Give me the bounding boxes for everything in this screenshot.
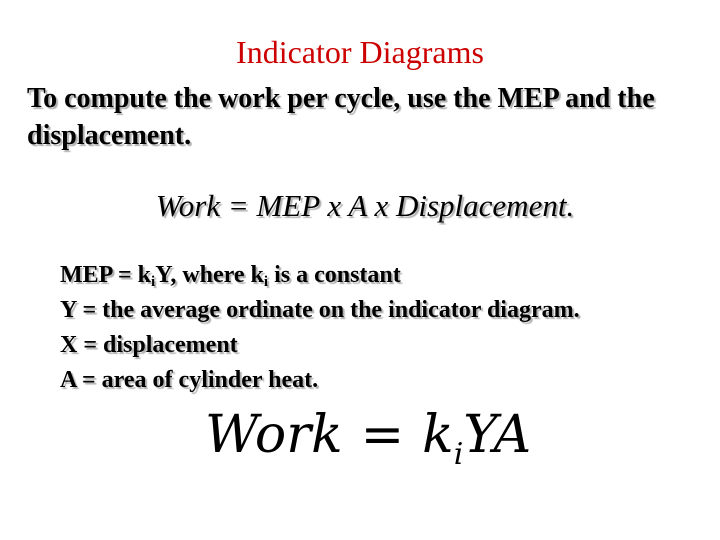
formula-equals: = [360, 405, 405, 465]
definition-a: A = area of cylinder heat. [60, 367, 319, 393]
work-formula [205, 400, 531, 470]
mep-subscript-1: i [151, 274, 156, 290]
formula-k: k [422, 405, 454, 465]
mep-prefix: MEP = k [60, 262, 152, 288]
definition-y: Y = the average ordinate on the indicator diagram. [60, 297, 580, 323]
mep-suffix: is a constant [268, 262, 401, 288]
definition-mep [60, 258, 700, 293]
definitions-list [60, 258, 700, 398]
intro-text: To compute the work per cycle, use the MEP and the displacement. [27, 83, 655, 151]
formula-rest: YA [463, 405, 532, 465]
slide-title: Indicator Diagrams [236, 34, 484, 70]
formula-subscript: i [453, 437, 464, 472]
mep-middle: Y, where k [155, 262, 264, 288]
definition-x: X = displacement [60, 332, 238, 358]
work-equation: Work = MEP x A x Displacement. [155, 188, 575, 223]
formula-lhs: Work [205, 405, 343, 465]
mep-subscript-2: i [263, 274, 269, 290]
